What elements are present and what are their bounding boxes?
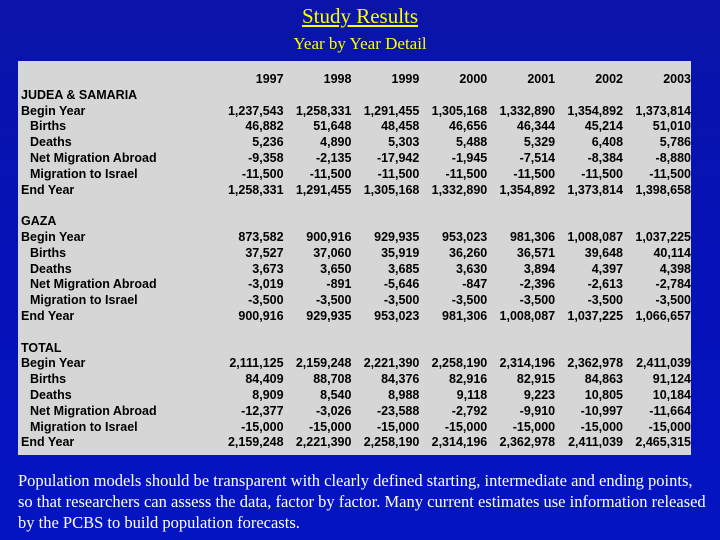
year-header-row <box>21 72 691 88</box>
row-label: Births <box>30 245 67 260</box>
value-cell: -9,910 <box>519 403 556 418</box>
table-row <box>21 420 691 436</box>
value-cell: 873,582 <box>238 229 284 244</box>
row-label: Migration to Israel <box>30 293 138 308</box>
value-cell: 4,890 <box>320 135 352 150</box>
value-cell: 1,354,892 <box>499 182 556 197</box>
table-row <box>21 119 691 135</box>
row-label: Migration to Israel <box>30 166 138 181</box>
value-cell: 1,373,814 <box>567 182 624 197</box>
table-row <box>21 293 691 309</box>
value-cell: -8,880 <box>655 150 691 165</box>
row-label: Net Migration Abroad <box>30 277 157 292</box>
value-cell: 37,527 <box>245 245 284 260</box>
row-label: Migration to Israel <box>30 419 138 434</box>
value-cell: 1,258,331 <box>227 182 284 197</box>
table-row <box>21 246 691 262</box>
value-cell: 4,397 <box>591 261 624 276</box>
value-cell: 1,305,168 <box>431 103 488 118</box>
value-cell: 1,008,087 <box>499 308 556 323</box>
table-row <box>21 230 691 246</box>
value-cell: 10,805 <box>584 387 624 402</box>
table-row <box>21 151 691 167</box>
value-cell: 5,786 <box>659 135 691 150</box>
value-cell: -3,500 <box>316 293 352 308</box>
value-cell: -15,000 <box>444 419 488 434</box>
section-heading-row <box>21 341 691 357</box>
value-cell: -15,000 <box>309 419 352 434</box>
value-cell: 2,411,039 <box>568 435 624 450</box>
value-cell: 36,260 <box>449 245 488 260</box>
value-cell: -3,500 <box>655 293 691 308</box>
value-cell: 929,935 <box>374 229 420 244</box>
table-row <box>21 167 691 183</box>
value-cell: -17,942 <box>376 150 420 165</box>
value-cell: -11,500 <box>445 166 488 181</box>
row-label: Deaths <box>30 387 72 402</box>
value-cell: -3,500 <box>587 293 624 308</box>
value-cell: -3,500 <box>519 293 556 308</box>
value-cell: -15,000 <box>512 419 556 434</box>
value-cell: 2,465,315 <box>635 435 691 450</box>
value-cell: -3,500 <box>451 293 488 308</box>
value-cell: 2,258,190 <box>363 435 420 450</box>
value-cell: -15,000 <box>648 419 691 434</box>
value-cell: -5,646 <box>383 277 420 292</box>
year-header: 2000 <box>459 72 488 86</box>
value-cell: 39,648 <box>584 245 624 260</box>
year-header: 2001 <box>527 72 556 86</box>
section-heading: TOTAL <box>21 340 62 355</box>
value-cell: 981,306 <box>509 229 556 244</box>
value-cell: -2,135 <box>316 150 352 165</box>
row-label: Births <box>30 372 67 387</box>
value-cell: 1,037,225 <box>635 229 691 244</box>
value-cell: -3,500 <box>248 293 284 308</box>
table-row <box>21 135 691 151</box>
row-label: Begin Year <box>21 356 86 371</box>
value-cell: 91,124 <box>652 372 691 387</box>
slide-subtitle: Year by Year Detail <box>293 34 427 53</box>
table-row <box>21 277 691 293</box>
value-cell: -2,396 <box>519 277 556 292</box>
year-header: 1997 <box>255 72 284 86</box>
value-cell: 4,398 <box>659 261 691 276</box>
value-cell: 8,909 <box>252 387 284 402</box>
value-cell: 1,305,168 <box>363 182 420 197</box>
row-label: Deaths <box>30 261 72 276</box>
value-cell: 82,916 <box>449 372 488 387</box>
year-header: 2003 <box>663 72 691 86</box>
value-cell: 2,159,248 <box>227 435 284 450</box>
value-cell: 2,362,978 <box>567 356 624 371</box>
value-cell: -1,945 <box>451 150 488 165</box>
value-cell: 35,919 <box>381 245 420 260</box>
value-cell: 3,685 <box>388 261 420 276</box>
row-label: End Year <box>21 435 75 450</box>
value-cell: 2,411,039 <box>636 356 691 371</box>
row-label: Net Migration Abroad <box>30 403 157 418</box>
row-label: Deaths <box>30 135 72 150</box>
value-cell: 88,708 <box>313 372 352 387</box>
table-row <box>21 183 691 199</box>
value-cell: 1,066,657 <box>635 308 691 323</box>
slide-title: Study Results <box>301 4 419 28</box>
value-cell: 45,214 <box>584 119 624 134</box>
table-row <box>21 404 691 420</box>
table-row <box>21 372 691 388</box>
value-cell: 46,656 <box>449 119 488 134</box>
row-label: Births <box>30 119 67 134</box>
row-label: Begin Year <box>21 103 86 118</box>
section-heading-row <box>21 88 691 104</box>
row-label: End Year <box>21 308 75 323</box>
value-cell: -3,019 <box>248 277 284 292</box>
value-cell: -12,377 <box>241 403 284 418</box>
value-cell: 37,060 <box>313 245 352 260</box>
value-cell: 1,354,892 <box>567 103 624 118</box>
value-cell: -2,792 <box>451 403 488 418</box>
value-cell: -11,500 <box>581 166 624 181</box>
value-cell: 46,344 <box>516 119 556 134</box>
value-cell: 953,023 <box>374 308 420 323</box>
value-cell: -9,358 <box>248 150 284 165</box>
table-row <box>21 356 691 372</box>
value-cell: 1,291,455 <box>295 182 352 197</box>
footer-note: Population models should be transparent with clearly defined starting, intermediate and ending points, so that researchers can assess the data, factor by factor. Many current estimates use information released by the PCBS to build population forecasts. <box>18 471 706 532</box>
spacer-cell <box>21 325 691 341</box>
value-cell: 1,332,890 <box>499 103 556 118</box>
section-heading: JUDEA & SAMARIA <box>21 87 138 102</box>
value-cell: 929,935 <box>306 308 352 323</box>
value-cell: 9,223 <box>523 387 556 402</box>
value-cell: 2,111,125 <box>229 356 284 371</box>
year-header: 1999 <box>391 72 420 86</box>
value-cell: 2,362,978 <box>499 435 556 450</box>
value-cell: 1,398,658 <box>635 182 691 197</box>
value-cell: 51,648 <box>313 119 352 134</box>
value-cell: 2,159,248 <box>295 356 352 371</box>
value-cell: 1,258,331 <box>295 103 352 118</box>
value-cell: 900,916 <box>306 229 352 244</box>
value-cell: 6,408 <box>591 135 624 150</box>
value-cell: -8,384 <box>587 150 624 165</box>
value-cell: 51,010 <box>652 119 691 134</box>
value-cell: 2,314,196 <box>431 435 488 450</box>
value-cell: 2,258,190 <box>431 356 488 371</box>
results-table <box>21 72 691 451</box>
value-cell: 3,894 <box>523 261 556 276</box>
value-cell: 900,916 <box>238 308 284 323</box>
value-cell: -2,613 <box>587 277 624 292</box>
value-cell: 10,184 <box>652 387 691 402</box>
value-cell: 2,221,390 <box>363 356 420 371</box>
row-label: Begin Year <box>21 229 86 244</box>
value-cell: 1,332,890 <box>431 182 488 197</box>
value-cell: 1,037,225 <box>567 308 624 323</box>
value-cell: -15,000 <box>580 419 624 434</box>
value-cell: -847 <box>462 277 488 292</box>
value-cell: -15,000 <box>376 419 420 434</box>
value-cell: -11,500 <box>649 166 691 181</box>
value-cell: 3,650 <box>320 261 352 276</box>
value-cell: 3,630 <box>455 261 488 276</box>
year-header: 2002 <box>595 72 624 86</box>
section-heading-row <box>21 214 691 230</box>
spacer-cell <box>21 198 691 214</box>
value-cell: 40,114 <box>653 245 691 260</box>
value-cell: -7,514 <box>519 150 556 165</box>
value-cell: -2,784 <box>655 277 691 292</box>
value-cell: -891 <box>326 277 352 292</box>
table-row <box>21 435 691 451</box>
value-cell: 3,673 <box>252 261 284 276</box>
row-label: End Year <box>21 182 75 197</box>
section-heading: GAZA <box>21 214 57 229</box>
value-cell: -11,500 <box>241 166 284 181</box>
value-cell: 1,237,543 <box>227 103 284 118</box>
value-cell: 1,008,087 <box>567 229 624 244</box>
value-cell: 8,540 <box>320 387 352 402</box>
value-cell: -11,664 <box>649 403 691 418</box>
value-cell: 5,488 <box>455 135 488 150</box>
table-row <box>21 262 691 278</box>
year-header: 1998 <box>323 72 352 86</box>
value-cell: -11,500 <box>377 166 420 181</box>
value-cell: 8,988 <box>388 387 420 402</box>
value-cell: 2,314,196 <box>499 356 556 371</box>
table-row <box>21 309 691 325</box>
section-spacer-row <box>21 325 691 341</box>
value-cell: 1,291,455 <box>363 103 420 118</box>
table-row <box>21 104 691 120</box>
value-cell: 48,458 <box>381 119 420 134</box>
value-cell: 981,306 <box>442 308 488 323</box>
header-blank-cell <box>21 72 216 88</box>
value-cell: 84,409 <box>245 372 284 387</box>
row-label: Net Migration Abroad <box>30 150 157 165</box>
value-cell: -3,500 <box>383 293 420 308</box>
value-cell: -3,026 <box>316 403 352 418</box>
value-cell: 84,863 <box>584 372 624 387</box>
value-cell: 953,023 <box>442 229 488 244</box>
value-cell: -10,997 <box>580 403 624 418</box>
section-spacer-row <box>21 198 691 214</box>
value-cell: -11,500 <box>309 166 352 181</box>
value-cell: 5,329 <box>523 135 556 150</box>
value-cell: 46,882 <box>245 119 284 134</box>
value-cell: 1,373,814 <box>635 103 691 118</box>
value-cell: 2,221,390 <box>295 435 352 450</box>
value-cell: 84,376 <box>381 372 420 387</box>
value-cell: 5,303 <box>388 135 420 150</box>
table-row <box>21 388 691 404</box>
value-cell: 82,915 <box>516 372 556 387</box>
value-cell: -11,500 <box>513 166 556 181</box>
value-cell: 36,571 <box>516 245 556 260</box>
value-cell: -15,000 <box>241 419 284 434</box>
value-cell: 9,118 <box>456 387 488 402</box>
value-cell: 5,236 <box>252 135 284 150</box>
value-cell: -23,588 <box>376 403 420 418</box>
results-table-panel <box>18 61 691 455</box>
